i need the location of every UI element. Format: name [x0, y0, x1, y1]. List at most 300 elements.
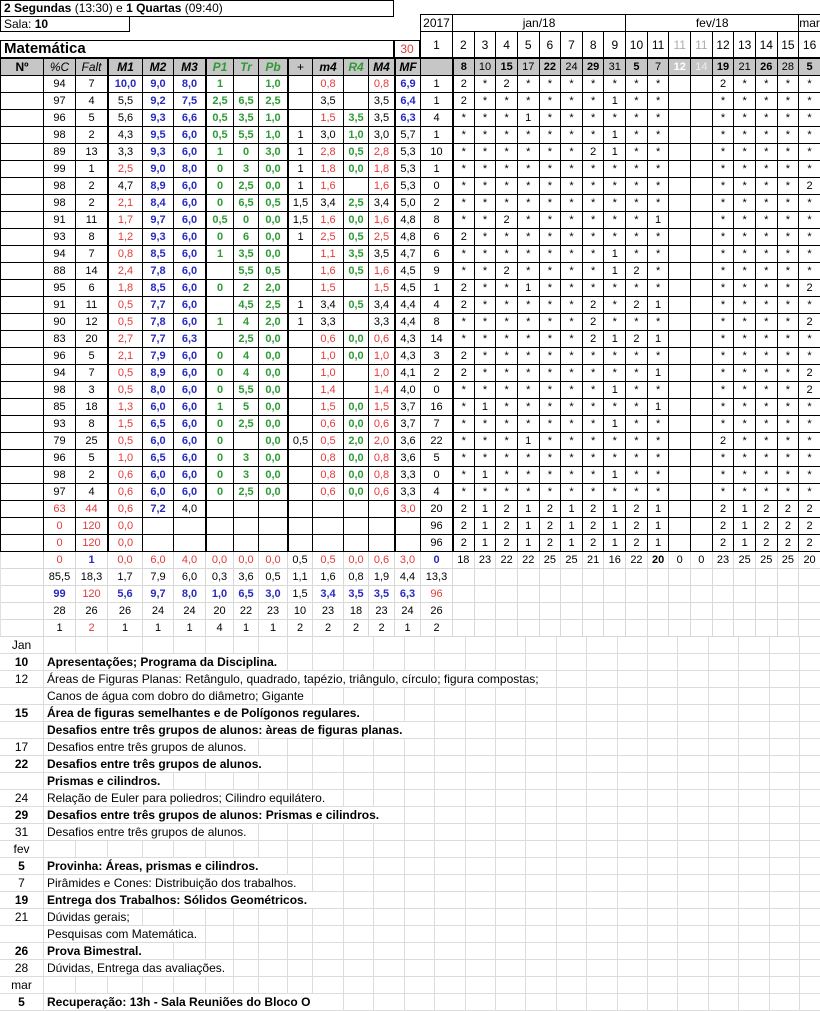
grade-cell[interactable]: 9,2	[143, 93, 174, 110]
attendance-cell[interactable]: *	[475, 212, 497, 229]
attendance-cell[interactable]: *	[453, 161, 475, 178]
grade-cell[interactable]: 1	[288, 178, 313, 195]
attendance-cell[interactable]: 2	[453, 229, 475, 246]
grade-cell[interactable]: 0,5	[108, 365, 143, 382]
attendance-cell[interactable]: *	[799, 399, 820, 416]
attendance-cell[interactable]	[691, 433, 713, 450]
grade-cell[interactable]: 1,6	[313, 178, 344, 195]
attendance-cell[interactable]: 2	[799, 178, 820, 195]
attendance-cell[interactable]: *	[626, 178, 648, 195]
month-cell[interactable]: fev/18	[626, 14, 799, 32]
grade-cell[interactable]: 5	[76, 110, 108, 127]
grade-cell[interactable]: 94	[44, 365, 76, 382]
grade-cell[interactable]	[143, 535, 174, 552]
attendance-cell[interactable]: 2	[799, 382, 820, 399]
summary-minimum-cell[interactable]: 4,0	[174, 552, 206, 569]
date-header-cell[interactable]: 21	[734, 58, 756, 76]
attendance-cell[interactable]: 2	[453, 348, 475, 365]
grade-cell[interactable]: 7,8	[143, 263, 174, 280]
grade-cell[interactable]: 97	[44, 484, 76, 501]
attendance-cell[interactable]: *	[799, 467, 820, 484]
attendance-cell[interactable]: *	[561, 365, 583, 382]
attendance-cell[interactable]: *	[561, 433, 583, 450]
student-number-cell[interactable]	[1, 246, 44, 263]
attendance-cell[interactable]: *	[756, 178, 778, 195]
attendance-cell[interactable]: *	[778, 246, 800, 263]
grade-cell[interactable]: 6,0	[174, 195, 206, 212]
grade-cell[interactable]: 0,8	[369, 450, 395, 467]
date-header-cell[interactable]: 19	[713, 58, 735, 76]
summary-average-cell[interactable]: 85,5	[44, 569, 76, 586]
grade-cell[interactable]: 63	[44, 501, 76, 518]
summary-day-total-cell[interactable]	[583, 603, 605, 620]
attendance-cell[interactable]: 2	[756, 535, 778, 552]
week-number-cell[interactable]: 15	[778, 32, 800, 58]
grade-cell[interactable]: 1,1	[313, 246, 344, 263]
grade-cell[interactable]: 1,4	[313, 382, 344, 399]
attendance-cell[interactable]: *	[713, 331, 735, 348]
student-number-cell[interactable]	[1, 297, 44, 314]
grade-cell[interactable]: 4	[234, 365, 259, 382]
attendance-cell[interactable]: *	[518, 348, 540, 365]
attendance-cell[interactable]: *	[583, 484, 605, 501]
attendance-cell[interactable]	[691, 280, 713, 297]
column-header-m4[interactable]: m4	[313, 58, 344, 76]
summary-day-total-cell[interactable]	[799, 569, 820, 586]
grade-cell[interactable]: 6,0	[174, 297, 206, 314]
grade-cell[interactable]: 8,5	[143, 280, 174, 297]
date-header-cell[interactable]: 8	[453, 58, 475, 76]
grade-cell[interactable]: 6,0	[174, 280, 206, 297]
summary-day-total-cell[interactable]	[518, 569, 540, 586]
week1-absence-cell[interactable]: 1	[421, 93, 453, 110]
lesson-date[interactable]: 21	[14, 910, 29, 924]
attendance-cell[interactable]: *	[734, 314, 756, 331]
attendance-cell[interactable]: *	[583, 467, 605, 484]
grade-cell[interactable]: 0	[206, 416, 234, 433]
attendance-cell[interactable]: *	[540, 76, 562, 93]
attendance-cell[interactable]: *	[453, 178, 475, 195]
attendance-cell[interactable]: *	[496, 161, 518, 178]
grade-cell[interactable]: 13	[76, 144, 108, 161]
grade-cell[interactable]: 2,0	[369, 433, 395, 450]
summary-maximum-cell[interactable]: 3,0	[259, 586, 288, 603]
attendance-cell[interactable]: *	[583, 263, 605, 280]
attendance-cell[interactable]: *	[583, 382, 605, 399]
attendance-cell[interactable]: *	[540, 297, 562, 314]
week1-absence-cell[interactable]: 1	[421, 127, 453, 144]
grade-cell[interactable]: 0,5	[344, 297, 369, 314]
summary-day-total-cell[interactable]	[453, 620, 475, 637]
grade-cell[interactable]	[234, 433, 259, 450]
attendance-cell[interactable]	[691, 127, 713, 144]
attendance-cell[interactable]: *	[518, 144, 540, 161]
attendance-cell[interactable]: *	[518, 416, 540, 433]
attendance-cell[interactable]: *	[561, 195, 583, 212]
attendance-cell[interactable]: *	[778, 93, 800, 110]
grade-cell[interactable]: 7,5	[174, 93, 206, 110]
attendance-cell[interactable]: *	[453, 484, 475, 501]
week-number-cell[interactable]: 3	[475, 32, 497, 58]
attendance-cell[interactable]	[669, 280, 691, 297]
attendance-cell[interactable]: *	[799, 212, 820, 229]
attendance-cell[interactable]: *	[626, 467, 648, 484]
week1-absence-cell[interactable]: 22	[421, 433, 453, 450]
attendance-cell[interactable]: *	[475, 280, 497, 297]
grade-cell[interactable]: 6,0	[174, 484, 206, 501]
grade-cell[interactable]: 3,5	[313, 93, 344, 110]
summary-day-total-cell[interactable]	[604, 569, 626, 586]
summary-day-total-cell[interactable]: 25	[734, 552, 756, 569]
summary-minimum-cell[interactable]: 0	[44, 552, 76, 569]
attendance-cell[interactable]: 2	[496, 212, 518, 229]
summary-day-total-cell[interactable]	[669, 620, 691, 637]
attendance-cell[interactable]: *	[626, 348, 648, 365]
attendance-cell[interactable]: *	[713, 110, 735, 127]
attendance-cell[interactable]: 2	[496, 263, 518, 280]
week1-absence-cell[interactable]: 6	[421, 229, 453, 246]
grade-cell[interactable]: 0,5	[206, 110, 234, 127]
attendance-cell[interactable]: *	[496, 280, 518, 297]
attendance-cell[interactable]: 1	[561, 535, 583, 552]
grade-cell[interactable]: 6,0	[174, 246, 206, 263]
grade-cell[interactable]	[344, 93, 369, 110]
lesson-description[interactable]: Desafios entre três grupos de alunos: Prismas e cilindros.	[47, 807, 385, 823]
attendance-cell[interactable]: *	[799, 348, 820, 365]
attendance-cell[interactable]: *	[518, 127, 540, 144]
summary-day-total-cell[interactable]	[561, 586, 583, 603]
attendance-cell[interactable]: *	[756, 365, 778, 382]
grade-cell[interactable]: 6,0	[174, 127, 206, 144]
summary-maximum-cell[interactable]: 99	[44, 586, 76, 603]
attendance-cell[interactable]: 1	[604, 93, 626, 110]
grade-cell[interactable]: 7,8	[143, 314, 174, 331]
attendance-cell[interactable]: *	[734, 161, 756, 178]
attendance-cell[interactable]: 2	[583, 518, 605, 535]
grade-cell[interactable]: 1,0	[259, 127, 288, 144]
attendance-cell[interactable]: *	[496, 450, 518, 467]
attendance-cell[interactable]: *	[561, 246, 583, 263]
week1-absence-cell[interactable]: 8	[421, 314, 453, 331]
lesson-date[interactable]: 12	[14, 672, 29, 686]
attendance-cell[interactable]: *	[583, 212, 605, 229]
grade-cell[interactable]: 4,8	[395, 229, 421, 246]
attendance-cell[interactable]: *	[561, 127, 583, 144]
grade-cell[interactable]: 6,0	[174, 416, 206, 433]
grade-cell[interactable]: 2,8	[369, 144, 395, 161]
summary-day-total-cell[interactable]	[691, 586, 713, 603]
attendance-cell[interactable]: *	[475, 450, 497, 467]
grade-cell[interactable]: 0,0	[344, 399, 369, 416]
grade-cell[interactable]: 0,5	[313, 433, 344, 450]
grade-cell[interactable]: 0,0	[259, 229, 288, 246]
grade-cell[interactable]: 1,5	[108, 416, 143, 433]
grade-cell[interactable]: 6,5	[234, 93, 259, 110]
date-header-cell[interactable]: 26	[756, 58, 778, 76]
attendance-cell[interactable]: *	[604, 110, 626, 127]
attendance-cell[interactable]: *	[756, 212, 778, 229]
grade-cell[interactable]: 6,0	[143, 484, 174, 501]
attendance-cell[interactable]: 2	[496, 501, 518, 518]
attendance-cell[interactable]: *	[778, 416, 800, 433]
attendance-cell[interactable]: 1	[518, 518, 540, 535]
grade-cell[interactable]: 2,0	[344, 433, 369, 450]
attendance-cell[interactable]: *	[561, 76, 583, 93]
attendance-cell[interactable]: *	[778, 450, 800, 467]
summary-count-cell[interactable]: 26	[108, 603, 143, 620]
grade-cell[interactable]: 5,3	[395, 161, 421, 178]
attendance-cell[interactable]: 2	[626, 331, 648, 348]
summary-mode-cell[interactable]: 1	[143, 620, 174, 637]
grade-cell[interactable]: 6,3	[174, 331, 206, 348]
grade-cell[interactable]: 0,0	[259, 161, 288, 178]
grade-cell[interactable]: 5,0	[395, 195, 421, 212]
grade-cell[interactable]: 6,0	[174, 467, 206, 484]
grade-cell[interactable]: 8,9	[143, 178, 174, 195]
grade-cell[interactable]: 2,8	[313, 144, 344, 161]
attendance-cell[interactable]: *	[756, 382, 778, 399]
attendance-cell[interactable]: *	[453, 416, 475, 433]
attendance-cell[interactable]: 2	[799, 518, 820, 535]
grade-cell[interactable]: 88	[44, 263, 76, 280]
summary-count-cell[interactable]: 10	[288, 603, 313, 620]
grade-cell[interactable]: 0	[206, 161, 234, 178]
grade-cell[interactable]	[259, 535, 288, 552]
date-header-cell[interactable]: 15	[496, 58, 518, 76]
attendance-cell[interactable]: 1	[604, 144, 626, 161]
week1-absence-cell[interactable]: 1	[421, 280, 453, 297]
student-number-cell[interactable]	[1, 280, 44, 297]
attendance-cell[interactable]: *	[475, 110, 497, 127]
week-number-cell[interactable]: 11	[691, 32, 713, 58]
summary-day-total-cell[interactable]: 21	[583, 552, 605, 569]
grade-cell[interactable]: 5,5	[108, 93, 143, 110]
attendance-cell[interactable]: *	[778, 297, 800, 314]
summary-average-cell[interactable]: 1,7	[108, 569, 143, 586]
attendance-cell[interactable]: *	[475, 382, 497, 399]
summary-average-cell[interactable]: 18,3	[76, 569, 108, 586]
summary-day-total-cell[interactable]	[475, 603, 497, 620]
grade-cell[interactable]: 1,0	[259, 76, 288, 93]
summary-day-total-cell[interactable]	[734, 586, 756, 603]
summary-day-total-cell[interactable]	[799, 586, 820, 603]
attendance-cell[interactable]: *	[756, 93, 778, 110]
attendance-cell[interactable]: *	[626, 365, 648, 382]
grade-cell[interactable]: 2,5	[234, 331, 259, 348]
attendance-cell[interactable]: *	[518, 76, 540, 93]
attendance-cell[interactable]	[669, 501, 691, 518]
grade-cell[interactable]	[174, 518, 206, 535]
grade-cell[interactable]: 0,0	[259, 399, 288, 416]
grade-cell[interactable]: 0,5	[259, 195, 288, 212]
attendance-cell[interactable]: *	[626, 110, 648, 127]
attendance-cell[interactable]: *	[518, 161, 540, 178]
attendance-cell[interactable]: *	[561, 297, 583, 314]
grade-cell[interactable]: 90	[44, 314, 76, 331]
student-number-cell[interactable]	[1, 263, 44, 280]
summary-day-total-cell[interactable]	[475, 586, 497, 603]
student-number-cell[interactable]	[1, 93, 44, 110]
attendance-cell[interactable]: *	[734, 331, 756, 348]
grade-cell[interactable]: 98	[44, 178, 76, 195]
class-schedule-header[interactable]	[0, 0, 394, 17]
grade-cell[interactable]: 3	[234, 467, 259, 484]
attendance-cell[interactable]: *	[734, 144, 756, 161]
week-number-cell[interactable]: 13	[734, 32, 756, 58]
summary-day-total-cell[interactable]	[799, 620, 820, 637]
grade-cell[interactable]: 7,9	[143, 348, 174, 365]
grade-cell[interactable]: 3,4	[313, 195, 344, 212]
attendance-cell[interactable]	[669, 365, 691, 382]
grade-cell[interactable]: 1,0	[259, 110, 288, 127]
attendance-cell[interactable]	[669, 76, 691, 93]
week1-absence-cell[interactable]: 4	[421, 297, 453, 314]
grade-cell[interactable]: 1	[76, 161, 108, 178]
attendance-cell[interactable]	[669, 535, 691, 552]
grade-cell[interactable]: 0,8	[108, 246, 143, 263]
grade-cell[interactable]: 8,0	[174, 76, 206, 93]
summary-day-total-cell[interactable]: 22	[518, 552, 540, 569]
column-header-MF[interactable]: MF	[395, 58, 421, 76]
summary-day-total-cell[interactable]	[540, 586, 562, 603]
grade-cell[interactable]: 1	[206, 144, 234, 161]
grade-cell[interactable]: 0,6	[369, 484, 395, 501]
grade-cell[interactable]: 0,5	[288, 433, 313, 450]
attendance-cell[interactable]	[691, 144, 713, 161]
summary-count-cell[interactable]: 23	[259, 603, 288, 620]
summary-maximum-cell[interactable]: 6,5	[234, 586, 259, 603]
attendance-cell[interactable]: *	[778, 178, 800, 195]
attendance-cell[interactable]: *	[475, 416, 497, 433]
week1-absence-cell[interactable]: 3	[421, 348, 453, 365]
attendance-cell[interactable]: *	[778, 314, 800, 331]
grade-cell[interactable]: 0	[206, 365, 234, 382]
grade-cell[interactable]: 89	[44, 144, 76, 161]
attendance-cell[interactable]: *	[475, 263, 497, 280]
attendance-cell[interactable]: *	[756, 280, 778, 297]
summary-day-total-cell[interactable]	[540, 569, 562, 586]
attendance-cell[interactable]: 2	[453, 535, 475, 552]
attendance-cell[interactable]	[691, 297, 713, 314]
grade-cell[interactable]: 0,0	[259, 484, 288, 501]
attendance-cell[interactable]: *	[604, 399, 626, 416]
summary-maximum-cell[interactable]: 9,7	[143, 586, 174, 603]
attendance-cell[interactable]: *	[756, 229, 778, 246]
attendance-cell[interactable]: 2	[756, 518, 778, 535]
attendance-cell[interactable]: 1	[475, 518, 497, 535]
summary-day-total-cell[interactable]: 25	[561, 552, 583, 569]
attendance-cell[interactable]: *	[540, 263, 562, 280]
attendance-cell[interactable]: *	[734, 433, 756, 450]
lesson-date[interactable]: fev	[13, 842, 30, 856]
attendance-cell[interactable]: 1	[648, 297, 670, 314]
attendance-cell[interactable]: *	[713, 229, 735, 246]
summary-average-cell[interactable]: 0,3	[206, 569, 234, 586]
summary-mode-cell[interactable]: 2	[288, 620, 313, 637]
attendance-cell[interactable]: *	[648, 195, 670, 212]
summary-minimum-cell[interactable]: 0,0	[234, 552, 259, 569]
grade-cell[interactable]: 0,5	[108, 314, 143, 331]
grade-cell[interactable]: 0	[206, 348, 234, 365]
grade-cell[interactable]: 1	[288, 229, 313, 246]
attendance-cell[interactable]: 2	[453, 93, 475, 110]
grade-cell[interactable]: 93	[44, 229, 76, 246]
lesson-description[interactable]: Prova Bimestral.	[47, 943, 148, 959]
grade-cell[interactable]	[288, 110, 313, 127]
attendance-cell[interactable]	[691, 314, 713, 331]
grade-cell[interactable]: 1	[288, 161, 313, 178]
grade-cell[interactable]: 6,0	[174, 365, 206, 382]
attendance-cell[interactable]: *	[518, 450, 540, 467]
summary-day-total-cell[interactable]: 16	[604, 552, 626, 569]
attendance-cell[interactable]: 2	[626, 501, 648, 518]
attendance-cell[interactable]: 2	[583, 501, 605, 518]
attendance-cell[interactable]	[691, 416, 713, 433]
summary-mode-cell[interactable]: 1	[234, 620, 259, 637]
attendance-cell[interactable]: *	[799, 161, 820, 178]
attendance-cell[interactable]: 2	[583, 144, 605, 161]
attendance-cell[interactable]: *	[540, 416, 562, 433]
grade-cell[interactable]: 4,5	[234, 297, 259, 314]
grade-cell[interactable]: 2	[76, 195, 108, 212]
attendance-cell[interactable]: 2	[799, 501, 820, 518]
attendance-cell[interactable]: *	[453, 212, 475, 229]
grade-cell[interactable]: 2	[76, 467, 108, 484]
grade-cell[interactable]: 8	[76, 229, 108, 246]
grade-cell[interactable]	[369, 535, 395, 552]
attendance-cell[interactable]: 1	[604, 263, 626, 280]
grade-cell[interactable]: 0	[206, 195, 234, 212]
grade-cell[interactable]	[288, 416, 313, 433]
attendance-cell[interactable]: *	[453, 127, 475, 144]
grade-cell[interactable]	[206, 535, 234, 552]
grade-cell[interactable]: 10,0	[108, 76, 143, 93]
attendance-cell[interactable]	[669, 450, 691, 467]
student-number-cell[interactable]	[1, 110, 44, 127]
attendance-cell[interactable]	[669, 93, 691, 110]
grade-cell[interactable]	[288, 518, 313, 535]
column-header-blank[interactable]	[421, 58, 453, 76]
column-header-Pb[interactable]: Pb	[259, 58, 288, 76]
grade-cell[interactable]: 1	[288, 297, 313, 314]
attendance-cell[interactable]: *	[561, 229, 583, 246]
lesson-date[interactable]: 15	[14, 706, 29, 720]
attendance-cell[interactable]	[691, 331, 713, 348]
attendance-cell[interactable]: *	[713, 280, 735, 297]
summary-day-total-cell[interactable]	[626, 569, 648, 586]
grade-cell[interactable]: 85	[44, 399, 76, 416]
grade-cell[interactable]	[234, 76, 259, 93]
grade-cell[interactable]: 1,7	[108, 212, 143, 229]
grade-cell[interactable]: 0,0	[108, 518, 143, 535]
student-number-cell[interactable]	[1, 331, 44, 348]
attendance-cell[interactable]: 2	[496, 535, 518, 552]
week1-absence-cell[interactable]: 0	[421, 467, 453, 484]
summary-count-cell[interactable]: 20	[206, 603, 234, 620]
attendance-cell[interactable]: *	[518, 365, 540, 382]
attendance-cell[interactable]: 1	[475, 399, 497, 416]
grade-cell[interactable]: 94	[44, 76, 76, 93]
attendance-cell[interactable]	[691, 484, 713, 501]
summary-day-total-cell[interactable]: 20	[799, 552, 820, 569]
grade-cell[interactable]: 2,5	[108, 161, 143, 178]
attendance-cell[interactable]: *	[561, 382, 583, 399]
student-number-cell[interactable]	[1, 212, 44, 229]
summary-minimum-cell[interactable]: 3,0	[395, 552, 421, 569]
attendance-cell[interactable]: *	[799, 76, 820, 93]
grade-cell[interactable]: 1,6	[369, 263, 395, 280]
lesson-description[interactable]: Entrega dos Trabalhos: Sólidos Geométricos.	[47, 892, 313, 908]
